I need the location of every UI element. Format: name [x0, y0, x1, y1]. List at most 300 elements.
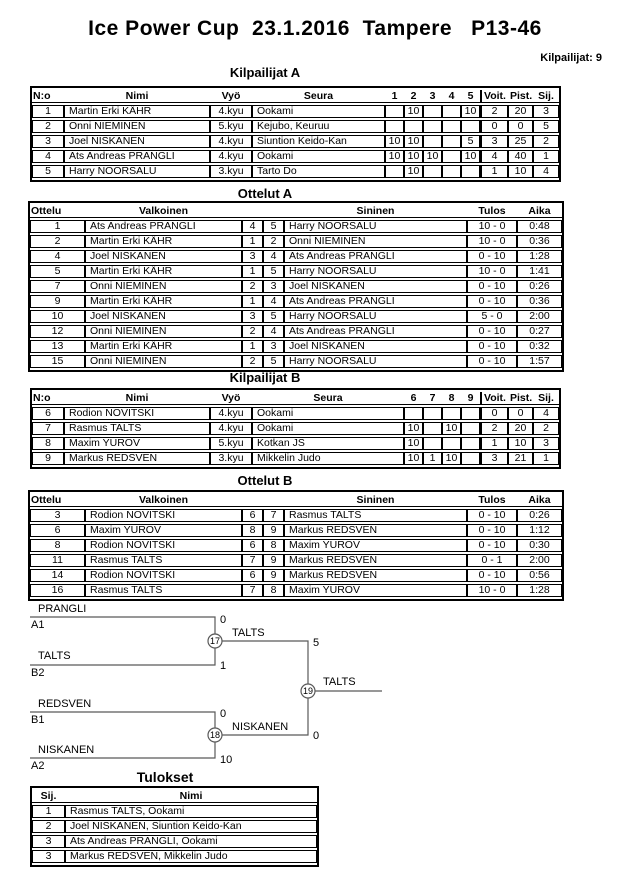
col-header-1: 1 [385, 90, 404, 103]
match-time: 2:00 [517, 310, 562, 323]
match-row [30, 220, 562, 233]
bracket-sf1-top-name: PRANGLI [38, 603, 87, 615]
white-competitor-number: 1 [242, 295, 263, 308]
blue-competitor-number: 9 [263, 524, 284, 537]
match-time: 0:36 [517, 235, 562, 248]
blue-competitor-number: 9 [263, 569, 284, 582]
competitor-name: Markus REDSVEN [64, 452, 210, 465]
col-header-7: 7 [423, 392, 442, 405]
kilpailijat-b-table [30, 388, 561, 469]
col-header-tulos: Tulos [467, 494, 517, 507]
competitor-name: Rasmus TALTS [64, 422, 210, 435]
bracket-sf1-winner-score: 5 [313, 637, 320, 649]
bracket-sf2-top-seed: B1 [31, 714, 45, 726]
place-cell: 1 [533, 150, 559, 163]
white-name: Onni NIEMINEN [85, 325, 242, 338]
blue-competitor-number: 8 [263, 584, 284, 597]
blue-name: Markus REDSVEN [284, 569, 467, 582]
blue-competitor-number: 9 [263, 554, 284, 567]
match-result: 0 - 10 [467, 295, 517, 308]
bracket-sf1-bottom-seed: B2 [31, 667, 45, 679]
score-cell-3 [423, 120, 442, 133]
score-cell-4 [442, 105, 461, 118]
match-number: 12 [30, 325, 85, 338]
blue-name: Joel NISKANEN [284, 340, 467, 353]
match-row [30, 250, 562, 263]
result-row [32, 835, 317, 848]
points-cell: 10 [508, 437, 533, 450]
wins-cell: 0 [480, 407, 508, 420]
score-cell-1 [385, 105, 404, 118]
competitor-belt: 4.kyu [210, 135, 252, 148]
match-result: 10 - 0 [467, 265, 517, 278]
match-time: 0:48 [517, 220, 562, 233]
match-time: 0:32 [517, 340, 562, 353]
bracket-line-sf1-winner [222, 641, 308, 691]
match-time: 1:28 [517, 584, 562, 597]
competitor-number: 6 [32, 407, 64, 420]
match-row [30, 554, 562, 567]
points-cell: 21 [508, 452, 533, 465]
score-cell-2: 10 [404, 150, 423, 163]
match-row [30, 265, 562, 278]
match-number: 5 [30, 265, 85, 278]
col-header-2: 2 [404, 90, 423, 103]
score-cell-7: 1 [423, 452, 442, 465]
white-competitor-number: 2 [242, 355, 263, 368]
col-header-valkoinen: Valkoinen [85, 205, 242, 218]
white-competitor-number: 3 [242, 310, 263, 323]
col-header-voit: Voit. [480, 392, 508, 405]
bracket-sf1-bottom-score: 1 [220, 660, 227, 672]
result-row [32, 820, 317, 833]
white-name: Martin Erki KÄHR [85, 340, 242, 353]
white-competitor-number: 2 [242, 325, 263, 338]
bracket-sf2-bottom-score: 10 [220, 754, 233, 766]
competitor-name: Maxim YUROV [64, 437, 210, 450]
match-time: 1:57 [517, 355, 562, 368]
bracket-sf2-bottom-name: NISKANEN [38, 744, 95, 756]
match-time: 2:00 [517, 554, 562, 567]
white-name: Rodion NOVITSKI [85, 539, 242, 552]
match-result: 0 - 10 [467, 539, 517, 552]
blue-name: Harry NOORSALU [284, 310, 467, 323]
blue-name: Ats Andreas PRANGLI [284, 295, 467, 308]
wins-cell: 3 [480, 452, 508, 465]
col-header-vyo: Vyö [210, 90, 252, 103]
result-place: 3 [32, 850, 65, 863]
place-cell: 4 [533, 165, 559, 178]
competitor-belt: 4.kyu [210, 422, 252, 435]
competitor-name: Onni NIEMINEN [64, 120, 210, 133]
score-cell-9 [461, 422, 480, 435]
blue-name: Ats Andreas PRANGLI [284, 250, 467, 263]
col-header-tulos: Tulos [467, 205, 517, 218]
white-competitor-number: 6 [242, 569, 263, 582]
bracket-sf2-winner-score: 0 [313, 730, 320, 742]
bracket-sf1-winner-name: TALTS [232, 627, 265, 639]
score-cell-2: 10 [404, 105, 423, 118]
competitor-number: 8 [32, 437, 64, 450]
col-header-sininen: Sininen [284, 494, 467, 507]
match-result: 0 - 10 [467, 340, 517, 353]
blue-competitor-number: 5 [263, 220, 284, 233]
blue-name: Joel NISKANEN [284, 280, 467, 293]
col-header-numbers [242, 205, 284, 218]
white-name: Martin Erki KÄHR [85, 235, 242, 248]
white-name: Rasmus TALTS [85, 584, 242, 597]
competitors-count: Kilpailijat: 9 [540, 52, 602, 64]
match-result: 0 - 10 [467, 569, 517, 582]
wins-cell: 0 [480, 120, 508, 133]
col-header-5: 5 [461, 90, 480, 103]
competitor-name: Martin Erki KÄHR [64, 105, 210, 118]
col-header-9: 9 [461, 392, 480, 405]
points-cell: 0 [508, 407, 533, 420]
match-number: 8 [30, 539, 85, 552]
score-cell-1: 10 [385, 150, 404, 163]
ottelut-a-table [28, 201, 564, 372]
match-result: 0 - 10 [467, 325, 517, 338]
result-name: Ats Andreas PRANGLI, Ookami [65, 835, 317, 848]
white-name: Rodion NOVITSKI [85, 569, 242, 582]
match-number: 14 [30, 569, 85, 582]
blue-name: Rasmus TALTS [284, 509, 467, 522]
result-place: 3 [32, 835, 65, 848]
col-header-3: 3 [423, 90, 442, 103]
col-header-pist: Pist. [510, 90, 533, 102]
white-name: Rodion NOVITSKI [85, 509, 242, 522]
result-name: Joel NISKANEN, Siuntion Keido-Kan [65, 820, 317, 833]
result-row [32, 805, 317, 818]
match-result: 5 - 0 [467, 310, 517, 323]
match-row [30, 295, 562, 308]
white-name: Martin Erki KÄHR [85, 295, 242, 308]
tulokset-table [30, 786, 319, 867]
white-competitor-number: 7 [242, 584, 263, 597]
white-name: Rasmus TALTS [85, 554, 242, 567]
white-name: Onni NIEMINEN [85, 355, 242, 368]
col-header-nimi: Nimi [64, 392, 210, 405]
score-cell-5: 10 [461, 150, 480, 163]
competitor-club: Ookami [252, 105, 385, 118]
bracket-sf2-top-name: REDSVEN [38, 698, 92, 710]
col-header-4: 4 [442, 90, 461, 103]
result-place: 2 [32, 820, 65, 833]
bracket-sf2-winner-name: NISKANEN [232, 721, 289, 733]
score-cell-4 [442, 150, 461, 163]
ottelut-b-table [28, 490, 564, 601]
blue-name: Harry NOORSALU [284, 355, 467, 368]
match-row [30, 340, 562, 353]
white-competitor-number: 7 [242, 554, 263, 567]
match-number: 15 [30, 355, 85, 368]
competitor-row [32, 452, 559, 465]
competitor-belt: 3.kyu [210, 452, 252, 465]
score-cell-4 [442, 120, 461, 133]
col-header-vyo: Vyö [210, 392, 252, 405]
white-competitor-number: 6 [242, 539, 263, 552]
competitor-belt: 5.kyu [210, 120, 252, 133]
score-cell-8 [442, 437, 461, 450]
blue-competitor-number: 2 [263, 235, 284, 248]
score-cell-7 [423, 422, 442, 435]
score-cell-7 [423, 407, 442, 420]
competitor-name: Joel NISKANEN [64, 135, 210, 148]
header-row [32, 790, 317, 803]
match-row [30, 539, 562, 552]
competitor-number: 7 [32, 422, 64, 435]
kilpailijat-a-table [30, 86, 561, 182]
wins-cell: 2 [480, 422, 508, 435]
match-row [30, 509, 562, 522]
score-cell-8 [442, 407, 461, 420]
place-cell: 3 [533, 437, 559, 450]
match-row [30, 235, 562, 248]
col-header-sij: Sij. [32, 790, 65, 803]
blue-name: Ats Andreas PRANGLI [284, 325, 467, 338]
white-name: Martin Erki KÄHR [85, 265, 242, 278]
col-header-valkoinen: Valkoinen [85, 494, 242, 507]
competitor-club: Ookami [252, 407, 404, 420]
white-name: Joel NISKANEN [85, 250, 242, 263]
score-cell-8: 10 [442, 422, 461, 435]
white-name: Joel NISKANEN [85, 310, 242, 323]
col-header-sij: Sij. [533, 90, 559, 103]
match-result: 0 - 10 [467, 509, 517, 522]
col-header-numbers [242, 494, 284, 507]
match-time: 0:56 [517, 569, 562, 582]
col-header-nimi: Nimi [64, 90, 210, 103]
medal-bracket [20, 596, 400, 778]
bracket-match-17-number: 17 [209, 636, 221, 646]
bracket-match-19-number: 19 [302, 686, 314, 696]
score-cell-6 [404, 407, 423, 420]
result-name: Rasmus TALTS, Ookami [65, 805, 317, 818]
bracket-final-winner-name: TALTS [323, 676, 356, 688]
match-time: 0:26 [517, 509, 562, 522]
competitor-number: 4 [32, 150, 64, 163]
competitor-row [32, 105, 559, 118]
col-header-voit: Voit. [480, 90, 508, 103]
match-number: 1 [30, 220, 85, 233]
match-row [30, 524, 562, 537]
match-number: 3 [30, 509, 85, 522]
place-cell: 3 [533, 105, 559, 118]
score-cell-3 [423, 135, 442, 148]
bracket-sf2-top-score: 0 [220, 708, 227, 720]
match-time: 0:26 [517, 280, 562, 293]
blue-competitor-number: 3 [263, 340, 284, 353]
blue-competitor-number: 4 [263, 250, 284, 263]
match-row [30, 569, 562, 582]
score-cell-9 [461, 407, 480, 420]
white-competitor-number: 8 [242, 524, 263, 537]
match-result: 0 - 10 [467, 355, 517, 368]
score-cell-6: 10 [404, 422, 423, 435]
competitor-club: Ookami [252, 422, 404, 435]
competitor-club: Kotkan JS [252, 437, 404, 450]
score-cell-3: 10 [423, 150, 442, 163]
competitor-row [32, 120, 559, 133]
score-cell-5 [461, 120, 480, 133]
match-time: 1:28 [517, 250, 562, 263]
score-cell-4 [442, 165, 461, 178]
section-title-kilpailijat-b: Kilpailijat B [229, 370, 301, 385]
match-result: 0 - 10 [467, 250, 517, 263]
white-competitor-number: 2 [242, 280, 263, 293]
col-header-sininen: Sininen [284, 205, 467, 218]
header-row [30, 494, 562, 507]
bracket-sf1-bottom-name: TALTS [38, 650, 71, 662]
competitor-belt: 3.kyu [210, 165, 252, 178]
wins-cell: 1 [480, 165, 508, 178]
competitor-number: 2 [32, 120, 64, 133]
match-time: 1:12 [517, 524, 562, 537]
col-header-pist: Pist. [510, 392, 533, 404]
blue-competitor-number: 5 [263, 310, 284, 323]
match-row [30, 280, 562, 293]
white-competitor-number: 4 [242, 220, 263, 233]
match-number: 2 [30, 235, 85, 248]
competitor-name: Ats Andreas PRANGLI [64, 150, 210, 163]
match-result: 10 - 0 [467, 235, 517, 248]
score-cell-4 [442, 135, 461, 148]
col-header-seura: Seura [252, 90, 385, 103]
match-row [30, 310, 562, 323]
competitor-name: Harry NOORSALU [64, 165, 210, 178]
score-cell-5: 5 [461, 135, 480, 148]
score-cell-9 [461, 452, 480, 465]
score-cell-2: 10 [404, 135, 423, 148]
competitor-row [32, 407, 559, 420]
score-cell-6: 10 [404, 452, 423, 465]
score-cell-8: 10 [442, 452, 461, 465]
blue-competitor-number: 5 [263, 265, 284, 278]
match-result: 0 - 10 [467, 280, 517, 293]
competitor-number: 5 [32, 165, 64, 178]
points-cell: 20 [508, 105, 533, 118]
wins-cell: 2 [480, 105, 508, 118]
blue-name: Maxim YUROV [284, 584, 467, 597]
competitor-number: 1 [32, 105, 64, 118]
competitor-club: Siuntion Keido-Kan [252, 135, 385, 148]
match-number: 13 [30, 340, 85, 353]
score-cell-7 [423, 437, 442, 450]
col-header-nimi: Nimi [65, 790, 317, 803]
match-number: 7 [30, 280, 85, 293]
match-number: 11 [30, 554, 85, 567]
result-place: 1 [32, 805, 65, 818]
place-cell: 4 [533, 407, 559, 420]
blue-name: Onni NIEMINEN [284, 235, 467, 248]
blue-competitor-number: 3 [263, 280, 284, 293]
match-number: 10 [30, 310, 85, 323]
wins-cell: 1 [480, 437, 508, 450]
blue-name: Markus REDSVEN [284, 554, 467, 567]
competitor-club: Kejubo, Keuruu [252, 120, 385, 133]
score-cell-9 [461, 437, 480, 450]
blue-competitor-number: 7 [263, 509, 284, 522]
place-cell: 2 [533, 422, 559, 435]
col-header-no: N:o [32, 90, 64, 103]
score-cell-6: 10 [404, 437, 423, 450]
white-name: Ats Andreas PRANGLI [85, 220, 242, 233]
white-name: Maxim YUROV [85, 524, 242, 537]
match-row [30, 355, 562, 368]
header-row [30, 205, 562, 218]
competitor-number: 9 [32, 452, 64, 465]
bracket-match-18-number: 18 [209, 730, 221, 740]
blue-name: Harry NOORSALU [284, 265, 467, 278]
col-header-no: N:o [32, 392, 64, 405]
white-competitor-number: 6 [242, 509, 263, 522]
competitor-row [32, 437, 559, 450]
col-header-ottelu: Ottelu [30, 205, 85, 218]
score-cell-1 [385, 165, 404, 178]
col-header-ottelu: Ottelu [30, 494, 85, 507]
wins-cell: 3 [480, 135, 508, 148]
section-title-tulokset: Tulokset [136, 769, 194, 785]
blue-competitor-number: 4 [263, 295, 284, 308]
col-header-sij: Sij. [533, 392, 559, 405]
match-result: 0 - 10 [467, 524, 517, 537]
section-title-ottelut-b: Ottelut B [237, 473, 293, 488]
blue-competitor-number: 4 [263, 325, 284, 338]
competitor-row [32, 165, 559, 178]
competitor-number: 3 [32, 135, 64, 148]
match-time: 0:30 [517, 539, 562, 552]
blue-competitor-number: 5 [263, 355, 284, 368]
points-cell: 10 [508, 165, 533, 178]
result-row [32, 850, 317, 863]
wins-cell: 4 [480, 150, 508, 163]
col-header-aika: Aika [517, 205, 562, 218]
header-row [32, 392, 559, 405]
competitor-belt: 4.kyu [210, 407, 252, 420]
match-number: 16 [30, 584, 85, 597]
match-number: 6 [30, 524, 85, 537]
header-row [32, 90, 559, 103]
competitor-row [32, 422, 559, 435]
competitor-club: Ookami [252, 150, 385, 163]
white-name: Onni NIEMINEN [85, 280, 242, 293]
col-header-seura: Seura [252, 392, 404, 405]
points-cell: 25 [508, 135, 533, 148]
score-cell-5 [461, 165, 480, 178]
blue-name: Markus REDSVEN [284, 524, 467, 537]
competitor-belt: 5.kyu [210, 437, 252, 450]
competitor-name: Rodion NOVITSKI [64, 407, 210, 420]
score-cell-1: 10 [385, 135, 404, 148]
score-cell-1 [385, 120, 404, 133]
match-time: 1:41 [517, 265, 562, 278]
white-competitor-number: 1 [242, 265, 263, 278]
place-cell: 2 [533, 135, 559, 148]
match-result: 0 - 1 [467, 554, 517, 567]
place-cell: 5 [533, 120, 559, 133]
section-title-kilpailijat-a: Kilpailijat A [229, 65, 301, 80]
col-header-8: 8 [442, 392, 461, 405]
score-cell-2: 10 [404, 165, 423, 178]
competitor-belt: 4.kyu [210, 150, 252, 163]
match-number: 9 [30, 295, 85, 308]
col-header-aika: Aika [517, 494, 562, 507]
blue-competitor-number: 8 [263, 539, 284, 552]
match-number: 4 [30, 250, 85, 263]
white-competitor-number: 1 [242, 340, 263, 353]
bracket-sf2-bottom-seed: A2 [31, 760, 45, 772]
